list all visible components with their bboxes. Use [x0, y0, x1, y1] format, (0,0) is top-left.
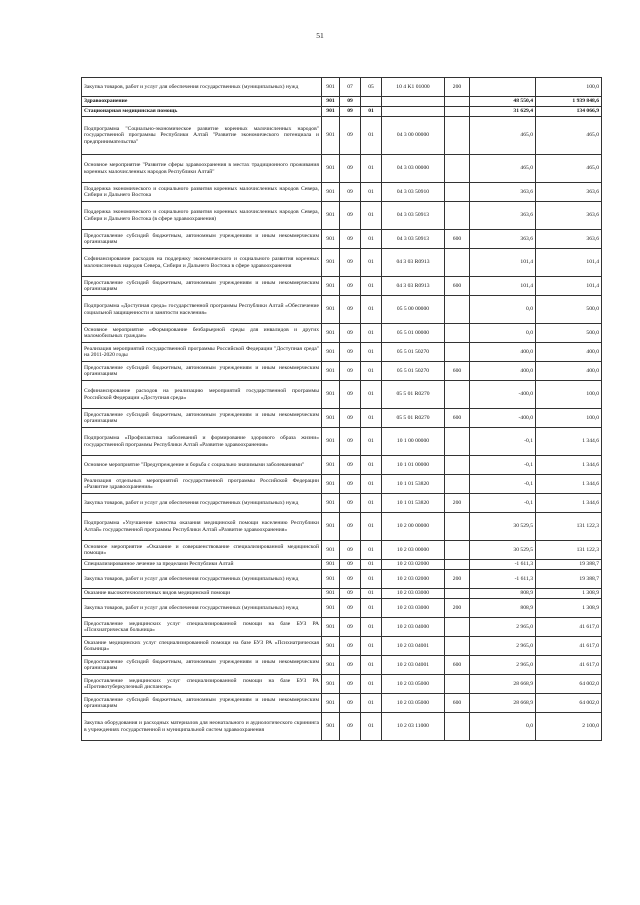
row-ved-code: 901: [322, 637, 340, 656]
row-sum-total: 64 002,0: [536, 694, 602, 713]
row-section-code: 09: [340, 456, 361, 475]
row-name: Реализация отдельных мероприятий государственной программы Российской Федерации «Развитие здравоохранения»: [82, 475, 322, 494]
row-sum-change: 48 550,4: [470, 97, 536, 107]
row-sum-total: 400,0: [536, 343, 602, 362]
row-name: Предоставление субсидий бюджетным, автономным учреждениям и иным некоммерческим организациям: [82, 409, 322, 428]
row-name: Здравоохранение: [82, 97, 322, 107]
row-sum-total: 101,4: [536, 277, 602, 296]
row-sum-change: 808,9: [470, 599, 536, 618]
row-expense-type: [445, 428, 470, 456]
row-expense-type: [445, 513, 470, 541]
row-subsection-code: 01: [361, 637, 382, 656]
row-target-article: 05 5 01 R0270: [382, 409, 445, 428]
row-expense-type: [445, 637, 470, 656]
table-row: [82, 494, 602, 513]
row-section-code: 09: [340, 618, 361, 637]
table-row: [82, 599, 602, 618]
row-expense-type: 600: [445, 656, 470, 675]
row-target-article: 05 5 01 50270: [382, 362, 445, 381]
row-sum-change: -400,0: [470, 409, 536, 428]
row-subsection-code: 01: [361, 362, 382, 381]
row-sum-change: 30 529,5: [470, 541, 536, 560]
table-row: [82, 589, 602, 599]
row-ved-code: 901: [322, 230, 340, 249]
row-target-article: 04 3 03 R0913: [382, 249, 445, 277]
row-sum-total: 41 617,0: [536, 618, 602, 637]
row-target-article: 10 2 03 03000: [382, 599, 445, 618]
row-section-code: 09: [340, 428, 361, 456]
row-target-article: 10 2 03 00000: [382, 541, 445, 560]
row-ved-code: 901: [322, 155, 340, 183]
row-target-article: 10 2 03 04000: [382, 618, 445, 637]
row-sum-total: 1 308,9: [536, 589, 602, 599]
row-sum-total: 1 344,6: [536, 494, 602, 513]
row-expense-type: [445, 456, 470, 475]
row-name: Оказание высокотехнологичных видов медицинской помощи: [82, 589, 322, 599]
row-sum-change: 400,0: [470, 343, 536, 362]
row-section-code: 09: [340, 230, 361, 249]
row-ved-code: 901: [322, 202, 340, 230]
table-row: [82, 560, 602, 570]
row-target-article: 04 3 03 R0913: [382, 277, 445, 296]
row-sum-change: 30 529,5: [470, 513, 536, 541]
row-name: Закупка товаров, работ и услуг для обеспечения государственных (муниципальных) нужд: [82, 494, 322, 513]
row-name: Подпрограмма "Социально-экономическое развитие коренных малочисленных народов" государственной программы Республики Алтай "Развитие экономического потенциала и предпринимательства": [82, 117, 322, 155]
budget-table: [81, 77, 602, 741]
row-subsection-code: 01: [361, 675, 382, 694]
table-row: [82, 277, 602, 296]
row-name: Подпрограмма «Доступная среда» государственной программы Республики Алтай «Обеспечение социальной защищенности и занятости населения»: [82, 296, 322, 324]
row-target-article: 05 5 01 50270: [382, 343, 445, 362]
page-number: 51: [316, 31, 324, 40]
table-row: [82, 343, 602, 362]
row-target-article: 10 2 03 03000: [382, 589, 445, 599]
row-ved-code: 901: [322, 117, 340, 155]
table-row: [82, 97, 602, 107]
row-sum-change: 465,0: [470, 117, 536, 155]
row-ved-code: 901: [322, 589, 340, 599]
row-section-code: 09: [340, 324, 361, 343]
table-row: [82, 713, 602, 741]
row-subsection-code: 01: [361, 107, 382, 117]
row-ved-code: 901: [322, 541, 340, 560]
row-subsection-code: 01: [361, 230, 382, 249]
table-row: [82, 456, 602, 475]
row-name: Закупка товаров, работ и услуг для обеспечения государственных (муниципальных) нужд: [82, 570, 322, 589]
row-subsection-code: 01: [361, 713, 382, 741]
table-row: [82, 202, 602, 230]
row-section-code: 09: [340, 155, 361, 183]
row-subsection-code: 01: [361, 618, 382, 637]
row-section-code: 09: [340, 277, 361, 296]
row-sum-change: 2 965,0: [470, 656, 536, 675]
row-ved-code: 901: [322, 513, 340, 541]
row-sum-change: 0,0: [470, 713, 536, 741]
row-subsection-code: 05: [361, 78, 382, 97]
row-ved-code: 901: [322, 456, 340, 475]
row-section-code: 09: [340, 675, 361, 694]
row-ved-code: 901: [322, 183, 340, 202]
table-row: [82, 324, 602, 343]
table-row: [82, 637, 602, 656]
row-sum-change: -400,0: [470, 381, 536, 409]
row-sum-total: 363,6: [536, 183, 602, 202]
row-ved-code: 901: [322, 560, 340, 570]
row-target-article: 04 3 03 50913: [382, 202, 445, 230]
row-section-code: 09: [340, 513, 361, 541]
row-target-article: 04 3 00 00000: [382, 117, 445, 155]
row-ved-code: 901: [322, 675, 340, 694]
row-subsection-code: 01: [361, 456, 382, 475]
row-ved-code: 901: [322, 494, 340, 513]
row-ved-code: 901: [322, 362, 340, 381]
row-expense-type: 200: [445, 599, 470, 618]
row-sum-change: -0,1: [470, 475, 536, 494]
row-subsection-code: 01: [361, 494, 382, 513]
table-row: [82, 570, 602, 589]
row-subsection-code: 01: [361, 343, 382, 362]
row-sum-total: 465,0: [536, 117, 602, 155]
row-name: Предоставление субсидий бюджетным, автономным учреждениям и иным некоммерческим организациям: [82, 694, 322, 713]
row-sum-total: 131 122,3: [536, 513, 602, 541]
row-expense-type: [445, 589, 470, 599]
row-sum-total: 2 100,0: [536, 713, 602, 741]
row-section-code: 09: [340, 475, 361, 494]
row-expense-type: 600: [445, 277, 470, 296]
table-row: [82, 409, 602, 428]
row-name: Поддержка экономического и социального развития коренных малочисленных народов Севера, Сибири и Дальнего Востока: [82, 183, 322, 202]
table-row: [82, 78, 602, 97]
row-subsection-code: 01: [361, 694, 382, 713]
row-expense-type: [445, 202, 470, 230]
row-sum-total: 100,0: [536, 409, 602, 428]
row-expense-type: 600: [445, 230, 470, 249]
row-name: Подпрограмма «Улучшение качества оказания медицинской помощи населению Республики Алтай» государственной программы Республики Алтай «Развитие здравоохранения»: [82, 513, 322, 541]
row-section-code: 09: [340, 183, 361, 202]
row-name: Софинансирование расходов на реализацию мероприятий государственной программы Российской Федерации «Доступная среда»: [82, 381, 322, 409]
budget-table-body: [82, 78, 602, 741]
row-name: Закупка оборудования и расходных материалов для неонатального и аудиологического скрининга в учреждениях государственной и муниципальной систем здравоохранения: [82, 713, 322, 741]
row-section-code: 09: [340, 117, 361, 155]
row-expense-type: [445, 475, 470, 494]
row-ved-code: 901: [322, 570, 340, 589]
row-section-code: 09: [340, 560, 361, 570]
row-ved-code: 901: [322, 249, 340, 277]
row-ved-code: 901: [322, 428, 340, 456]
row-sum-change: 2 965,0: [470, 618, 536, 637]
row-sum-total: 19 388,7: [536, 560, 602, 570]
row-sum-total: 363,6: [536, 230, 602, 249]
row-sum-change: 363,6: [470, 230, 536, 249]
row-sum-change: 2 965,0: [470, 637, 536, 656]
row-sum-change: 808,9: [470, 589, 536, 599]
row-section-code: 09: [340, 249, 361, 277]
row-ved-code: 901: [322, 97, 340, 107]
row-sum-change: 363,6: [470, 183, 536, 202]
row-target-article: 10 1 01 53820: [382, 494, 445, 513]
row-sum-total: 19 388,7: [536, 570, 602, 589]
row-ved-code: 901: [322, 694, 340, 713]
row-sum-change: 0,0: [470, 296, 536, 324]
row-target-article: 04 3 03 50913: [382, 230, 445, 249]
table-row: [82, 362, 602, 381]
row-sum-total: 500,0: [536, 324, 602, 343]
table-row: [82, 107, 602, 117]
row-sum-change: [470, 78, 536, 97]
row-sum-total: 500,0: [536, 296, 602, 324]
row-name: Основное мероприятие "Развитие сферы здравоохранения в местах традиционного проживания коренных малочисленных народов Республики Алтай": [82, 155, 322, 183]
row-target-article: 10 2 03 04001: [382, 637, 445, 656]
row-expense-type: 200: [445, 570, 470, 589]
row-sum-total: 1 939 848,6: [536, 97, 602, 107]
table-row: [82, 249, 602, 277]
row-name: Предоставление субсидий бюджетным, автономным учреждениям и иным некоммерческим организациям: [82, 656, 322, 675]
row-sum-total: 1 308,9: [536, 599, 602, 618]
table-row: [82, 618, 602, 637]
row-section-code: 09: [340, 107, 361, 117]
row-expense-type: [445, 183, 470, 202]
row-ved-code: 901: [322, 324, 340, 343]
table-row: [82, 513, 602, 541]
row-subsection-code: 01: [361, 409, 382, 428]
row-target-article: 10 2 03 02000: [382, 570, 445, 589]
table-row: [82, 296, 602, 324]
row-name: Предоставление медицинских услуг специализированной помощи на базе БУЗ РА «Противотуберкулезный диспансер»: [82, 675, 322, 694]
row-name: Предоставление субсидий бюджетным, автономным учреждениям и иным некоммерческим организациям: [82, 230, 322, 249]
row-name: Поддержка экономического и социального развития коренных малочисленных народов Севера, Сибири и Дальнего Востока (в сфере здравоохранения): [82, 202, 322, 230]
row-expense-type: [445, 296, 470, 324]
row-ved-code: 901: [322, 409, 340, 428]
row-subsection-code: 01: [361, 381, 382, 409]
row-subsection-code: 01: [361, 155, 382, 183]
row-section-code: 09: [340, 541, 361, 560]
row-sum-change: 28 668,9: [470, 694, 536, 713]
row-expense-type: [445, 713, 470, 741]
row-subsection-code: 01: [361, 202, 382, 230]
row-sum-total: 41 617,0: [536, 656, 602, 675]
row-sum-change: 31 629,4: [470, 107, 536, 117]
row-section-code: 09: [340, 296, 361, 324]
row-target-article: 10 1 01 53820: [382, 475, 445, 494]
table-row: [82, 230, 602, 249]
row-subsection-code: 01: [361, 324, 382, 343]
row-subsection-code: 01: [361, 599, 382, 618]
row-sum-change: -0,1: [470, 494, 536, 513]
row-subsection-code: 01: [361, 541, 382, 560]
row-subsection-code: 01: [361, 475, 382, 494]
row-target-article: 05 5 01 R0270: [382, 381, 445, 409]
row-sum-change: -0,1: [470, 428, 536, 456]
table-row: [82, 675, 602, 694]
row-target-article: 10 2 00 00000: [382, 513, 445, 541]
row-expense-type: [445, 155, 470, 183]
row-subsection-code: 01: [361, 249, 382, 277]
row-sum-total: 100,0: [536, 381, 602, 409]
row-sum-total: 465,0: [536, 155, 602, 183]
row-sum-total: 131 122,3: [536, 541, 602, 560]
row-subsection-code: 01: [361, 117, 382, 155]
row-ved-code: 901: [322, 381, 340, 409]
row-name: Софинансирование расходов на поддержку экономического и социального развития коренных малочисленных народов Севера, Сибири и Дальнего Востока в сфере здравоохранения: [82, 249, 322, 277]
row-expense-type: [445, 560, 470, 570]
table-row: [82, 475, 602, 494]
row-expense-type: [445, 541, 470, 560]
row-sum-total: 64 002,0: [536, 675, 602, 694]
row-ved-code: 901: [322, 343, 340, 362]
row-section-code: 09: [340, 362, 361, 381]
row-ved-code: 901: [322, 277, 340, 296]
row-subsection-code: 01: [361, 560, 382, 570]
row-section-code: 09: [340, 343, 361, 362]
row-section-code: 07: [340, 78, 361, 97]
row-target-article: 10 2 03 02000: [382, 560, 445, 570]
row-expense-type: 600: [445, 362, 470, 381]
row-target-article: 04 3 03 50910: [382, 183, 445, 202]
row-target-article: 10 2 03 05000: [382, 675, 445, 694]
row-sum-total: 1 344,6: [536, 456, 602, 475]
row-target-article: 10 1 01 00000: [382, 456, 445, 475]
table-row: [82, 694, 602, 713]
row-name: Основное мероприятие «Формирование безбарьерной среды для инвалидов и других маломобильных граждан»: [82, 324, 322, 343]
row-sum-change: -0,1: [470, 456, 536, 475]
row-target-article: 10 2 03 05000: [382, 694, 445, 713]
row-expense-type: [445, 675, 470, 694]
row-name: Основное мероприятие «Оказание и совершенствование специализированной медицинской помощи»: [82, 541, 322, 560]
table-row: [82, 183, 602, 202]
row-sum-change: 101,4: [470, 277, 536, 296]
row-name: Предоставление субсидий бюджетным, автономным учреждениям и иным некоммерческим организациям: [82, 277, 322, 296]
row-subsection-code: 01: [361, 296, 382, 324]
row-target-article: [382, 107, 445, 117]
row-target-article: 05 5 01 00000: [382, 324, 445, 343]
row-section-code: 09: [340, 570, 361, 589]
row-section-code: 09: [340, 656, 361, 675]
row-expense-type: 600: [445, 694, 470, 713]
row-ved-code: 901: [322, 296, 340, 324]
row-target-article: 04 3 03 00000: [382, 155, 445, 183]
row-sum-total: 41 617,0: [536, 637, 602, 656]
row-target-article: 10 4 K1 01000: [382, 78, 445, 97]
row-sum-change: 465,0: [470, 155, 536, 183]
row-section-code: 09: [340, 713, 361, 741]
row-ved-code: 901: [322, 475, 340, 494]
row-section-code: 09: [340, 381, 361, 409]
row-ved-code: 901: [322, 107, 340, 117]
row-ved-code: 901: [322, 618, 340, 637]
row-sum-change: -1 611,3: [470, 570, 536, 589]
row-sum-total: 134 066,9: [536, 107, 602, 117]
row-section-code: 09: [340, 589, 361, 599]
row-sum-total: 101,4: [536, 249, 602, 277]
row-name: Подпрограмма «Профилактика заболеваний и формирование здорового образа жизни» государственной программы Республики Алтай «Развитие здравоохранения»: [82, 428, 322, 456]
row-expense-type: [445, 324, 470, 343]
table-row: [82, 117, 602, 155]
row-sum-total: 1 344,6: [536, 428, 602, 456]
row-sum-change: 0,0: [470, 324, 536, 343]
row-sum-total: 400,0: [536, 362, 602, 381]
row-subsection-code: 01: [361, 570, 382, 589]
row-subsection-code: [361, 97, 382, 107]
table-row: [82, 381, 602, 409]
row-name: Стационарная медицинская помощь: [82, 107, 322, 117]
row-expense-type: [445, 381, 470, 409]
row-target-article: 10 2 03 04001: [382, 656, 445, 675]
row-expense-type: 600: [445, 409, 470, 428]
row-expense-type: 200: [445, 494, 470, 513]
row-sum-total: 363,6: [536, 202, 602, 230]
row-target-article: 10 1 00 00000: [382, 428, 445, 456]
row-name: Предоставление медицинских услуг специализированной помощи на базе БУЗ РА «Психиатрическая больница»: [82, 618, 322, 637]
row-name: Оказание медицинских услуг специализированной помощи на базе БУЗ РА «Психиатрическая больница»: [82, 637, 322, 656]
row-expense-type: [445, 117, 470, 155]
row-name: Специализированное лечение за пределами Республики Алтай: [82, 560, 322, 570]
row-section-code: 09: [340, 202, 361, 230]
row-name: Предоставление субсидий бюджетным, автономным учреждениям и иным некоммерческим организациям: [82, 362, 322, 381]
table-row: [82, 656, 602, 675]
row-subsection-code: 01: [361, 513, 382, 541]
row-section-code: 09: [340, 97, 361, 107]
row-sum-total: 1 344,6: [536, 475, 602, 494]
row-subsection-code: 01: [361, 428, 382, 456]
row-name: Основное мероприятие "Предупреждение и борьба с социально значимыми заболеваниями": [82, 456, 322, 475]
row-section-code: 09: [340, 637, 361, 656]
row-target-article: 10 2 03 11000: [382, 713, 445, 741]
row-subsection-code: 01: [361, 656, 382, 675]
row-expense-type: [445, 249, 470, 277]
row-name: Закупка товаров, работ и услуг для обеспечения государственных (муниципальных) нужд: [82, 599, 322, 618]
row-ved-code: 901: [322, 78, 340, 97]
row-subsection-code: 01: [361, 589, 382, 599]
row-expense-type: [445, 343, 470, 362]
row-target-article: [382, 97, 445, 107]
table-row: [82, 541, 602, 560]
row-sum-total: 100,0: [536, 78, 602, 97]
row-sum-change: 400,0: [470, 362, 536, 381]
row-sum-change: 101,4: [470, 249, 536, 277]
row-ved-code: 901: [322, 599, 340, 618]
row-section-code: 09: [340, 694, 361, 713]
row-subsection-code: 01: [361, 183, 382, 202]
row-subsection-code: 01: [361, 277, 382, 296]
row-section-code: 09: [340, 599, 361, 618]
row-expense-type: 200: [445, 78, 470, 97]
row-section-code: 09: [340, 494, 361, 513]
row-ved-code: 901: [322, 656, 340, 675]
row-name: Закупка товаров, работ и услуг для обеспечения государственных (муниципальных) нужд: [82, 78, 322, 97]
row-ved-code: 901: [322, 713, 340, 741]
row-target-article: 05 5 00 00000: [382, 296, 445, 324]
row-expense-type: [445, 97, 470, 107]
row-sum-change: -1 611,3: [470, 560, 536, 570]
table-row: [82, 428, 602, 456]
row-sum-change: 28 668,9: [470, 675, 536, 694]
row-section-code: 09: [340, 409, 361, 428]
row-expense-type: [445, 107, 470, 117]
row-sum-change: 363,6: [470, 202, 536, 230]
row-expense-type: [445, 618, 470, 637]
table-row: [82, 155, 602, 183]
row-name: Реализация мероприятий государственной программы Российской Федерации "Доступная среда" на 2011-2020 годы: [82, 343, 322, 362]
